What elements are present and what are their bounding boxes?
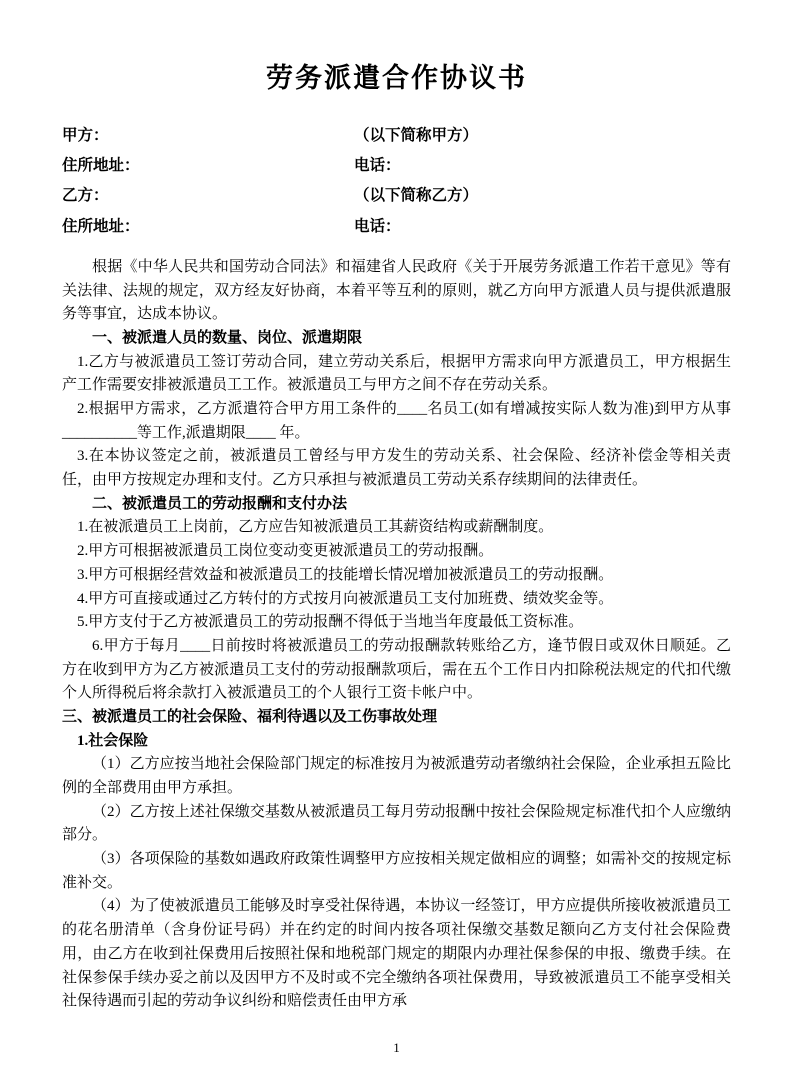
clause-1-3: 3.在本协议签定之前，被派遣员工曾经与甲方发生的劳动关系、社会保险、经济补偿金等相关责任，由甲方按规定办理和支付。乙方只承担与被派遣员工劳动关系存续期间的法律责任。 bbox=[62, 448, 731, 489]
party-label: 甲方： bbox=[62, 127, 109, 144]
party-label: 乙方： bbox=[62, 187, 109, 205]
clause-3-1-1: （1）乙方应按当地社会保险部门规定的标准按月为被派遣劳动者缴纳社会保险，企业承担五险比例的全部费用由甲方承担。 bbox=[62, 756, 731, 796]
party-note: （以下简称乙方） bbox=[354, 187, 479, 205]
page-number: 1 bbox=[393, 1040, 400, 1055]
document-body bbox=[62, 256, 731, 1014]
party-row bbox=[62, 212, 731, 242]
section-heading-2: 二、被派遣员工的劳动报酬和支付办法 bbox=[92, 495, 348, 512]
party-note: 电话： bbox=[354, 217, 401, 235]
party-info-block bbox=[62, 121, 731, 242]
clause-3-1-4: （4）为了使被派遣员工能够及时享受社保待遇，本协议一经签订，甲方应提供所接收被派遣员工的花名册清单（含身份证号码）并在约定的时间内按各项社保缴交基数足额向乙方支付社会保险费用，由乙方在收到社保费用后按照社保和地税部门规定的期限内办理社保参保的申报、缴费手续。在社保参保手续办妥之前以及因甲方不及时或不完全缴纳各项社保费用，导致被派遣员工不能享受相关社保待遇而引起的劳动争议纠纷和赔偿责任由甲方承 bbox=[62, 898, 731, 1010]
party-note: 电话： bbox=[354, 157, 401, 175]
clause-2-5: 5.甲方支付于乙方被派遣员工的劳动报酬不得低于当地当年度最低工资标准。 bbox=[77, 614, 584, 631]
section-heading-3: 三、被派遣员工的社会保险、福利待遇以及工伤事故处理 bbox=[62, 708, 438, 725]
party-note: （以下简称甲方） bbox=[354, 127, 479, 144]
clause-3-1-2: （2）乙方按上述社保缴交基数从被派遣员工每月劳动报酬中按社会保险规定标准代扣个人应缴纳部分。 bbox=[62, 803, 731, 844]
party-row bbox=[62, 151, 731, 181]
clause-3-1-3: （3）各项保险的基数如遇政府政策性调整甲方应按相关规定做相应的调整；如需补交的按规定标准补交。 bbox=[62, 851, 731, 891]
party-row bbox=[62, 121, 731, 151]
clause-2-2: 2.甲方可根据被派遣员工岗位变动变更被派遣员工的劳动报酬。 bbox=[77, 543, 494, 560]
paragraph-intro: 根据《中华人民共和国劳动合同法》和福建省人民政府《关于开展劳务派遣工作若干意见》等有关法律、法规的规定，双方经友好协商，本着平等互利的原则，就乙方向甲方派遣人员与提供派遣服务等事宜，达成本协议。 bbox=[62, 258, 731, 323]
clause-1-2: 2.根据甲方需求，乙方派遣符合甲方用工条件的____名员工(如有增减按实际人数为准)到甲方从事 __________等工作,派遣期限____ 年。 bbox=[62, 401, 731, 441]
clause-1-1: 1.乙方与被派遣员工签订劳动合同，建立劳动关系后，根据甲方需求向甲方派遣员工，甲方根据生产工作需要安排被派遣员工工作。被派遣员工与甲方之间不存在劳动关系。 bbox=[62, 353, 731, 394]
party-label: 住所地址： bbox=[62, 217, 140, 235]
party-row bbox=[62, 181, 731, 211]
party-label: 住所地址： bbox=[62, 157, 140, 175]
page-title: 劳务派遣合作协议书 bbox=[266, 63, 527, 94]
section-heading-1: 一、被派遣人员的数量、岗位、派遣期限 bbox=[92, 329, 363, 346]
clause-2-1: 1.在被派遣员工上岗前，乙方应告知被派遣员工其薪资结构或薪酬制度。 bbox=[77, 519, 554, 536]
clause-2-3: 3.甲方可根据经营效益和被派遣员工的技能增长情况增加被派遣员工的劳动报酬。 bbox=[77, 566, 614, 583]
clause-2-6: 6.甲方于每月____日前按时将被派遣员工的劳动报酬款转账给乙方，逢节假日或双休日顺延。乙方在收到甲方为乙方被派遣员工支付的劳动报酬款项后，需在五个工作日内扣除税法规定的代扣代缴个人所得税后将余款打入被派遣员工的个人银行工资卡帐户中。 bbox=[62, 637, 731, 702]
subsection-heading-3-1: 1.社会保险 bbox=[77, 732, 149, 749]
clause-2-4: 4.甲方可直接或通过乙方转付的方式按月向被派遣员工支付加班费、绩效奖金等。 bbox=[77, 590, 614, 607]
